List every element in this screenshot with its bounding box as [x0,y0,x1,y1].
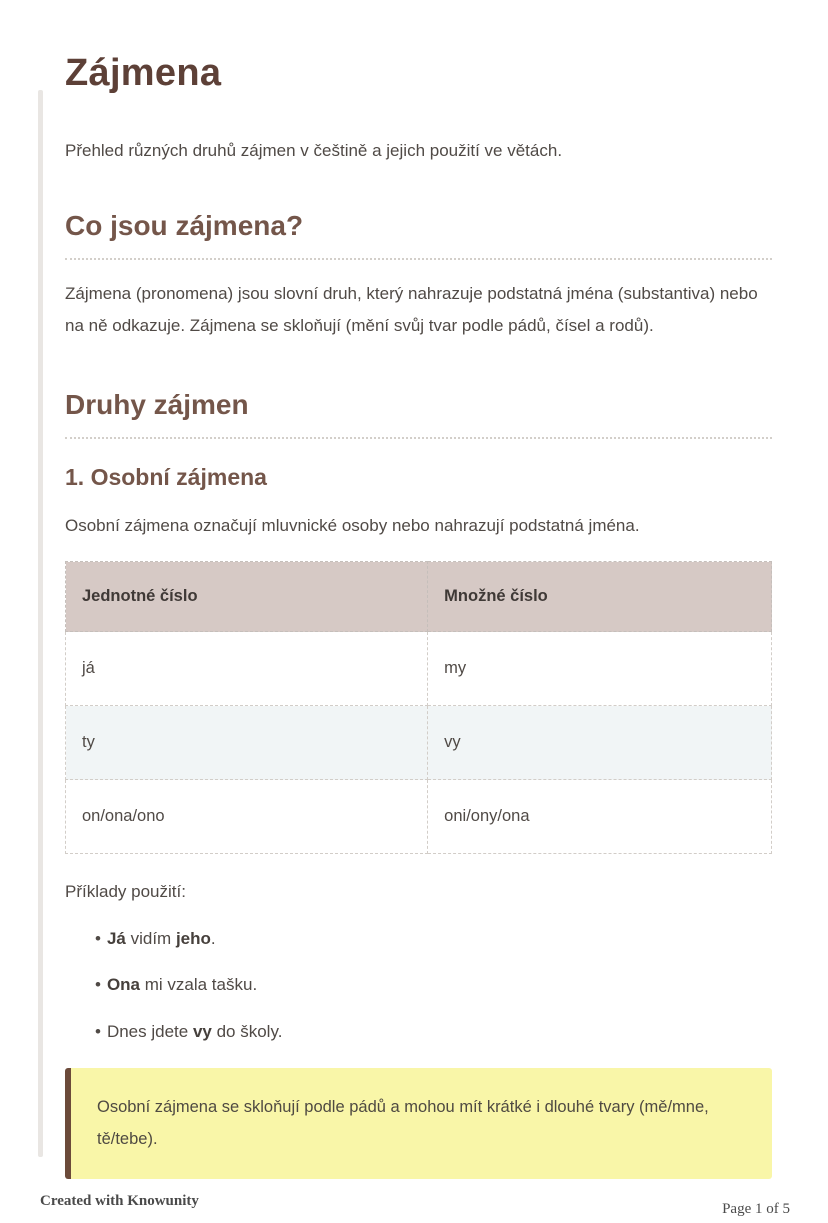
page-title: Zájmena [65,52,222,94]
example-pronoun-bold: Ona [106,975,141,995]
subsection-heading-personal-pronouns: 1. Osobní zájmena [65,463,267,490]
table-cell: ty [66,706,428,780]
bullet-icon: • [95,975,101,995]
table-row [66,780,772,854]
section-heading-kinds-of-pronouns: Druhy zájmen [65,388,772,439]
examples-list [65,926,772,1045]
example-text: vidím [125,928,176,948]
section-heading-what-are-pronouns: Co jsou zájmena? [65,209,772,260]
page-edge-bar [38,90,43,1157]
example-text: mi vzala tašku. [140,975,258,995]
table-cell: my [428,632,772,706]
section-body-what-are-pronouns: Zájmena (pronomena) jsou slovní druh, který nahrazuje podstatná jména (substantiva) nebo na ně odkazuje. Zájmena se skloňují (mění svůj tvar podle pádů, čísel a rodů). [65,283,758,336]
example-item [95,972,772,998]
note-callout: Osobní zájmena se skloňují podle pádů a mohou mít krátké i dlouhé tvary (mě/mne, tě/tebe). [65,1068,772,1178]
examples-label: Příklady použití: [65,882,186,902]
example-pronoun-bold: jeho [175,928,211,948]
example-text: do školy. [211,1021,283,1041]
footer-credit: Created with Knowunity [40,1193,199,1209]
table-cell: vy [428,706,772,780]
pronouns-table [65,561,772,854]
footer-page-number: Page 1 of 5 [722,1201,790,1217]
example-item [95,1019,772,1045]
table-header-singular: Jednotné číslo [66,562,428,632]
intro-paragraph: Přehled různých druhů zájmen v češtině a jejich použití ve větách. [65,140,563,160]
table-row [66,632,772,706]
subsection-body-personal-pronouns: Osobní zájmena označují mluvnické osoby nebo nahrazují podstatná jména. [65,515,640,535]
example-pronoun-bold: Já [106,928,126,948]
table-row [66,706,772,780]
table-header-row [66,562,772,632]
bullet-icon: • [95,1021,101,1041]
table-cell: já [66,632,428,706]
table-header-plural: Množné číslo [428,562,772,632]
example-item [95,926,772,952]
table-cell: on/ona/ono [66,780,428,854]
example-text: . [210,928,216,948]
table-cell: oni/ony/ona [428,780,772,854]
document-content [0,52,828,1179]
example-text: Dnes jdete [106,1021,193,1041]
document-page [0,52,828,1223]
example-pronoun-bold: vy [192,1021,212,1041]
bullet-icon: • [95,928,101,948]
